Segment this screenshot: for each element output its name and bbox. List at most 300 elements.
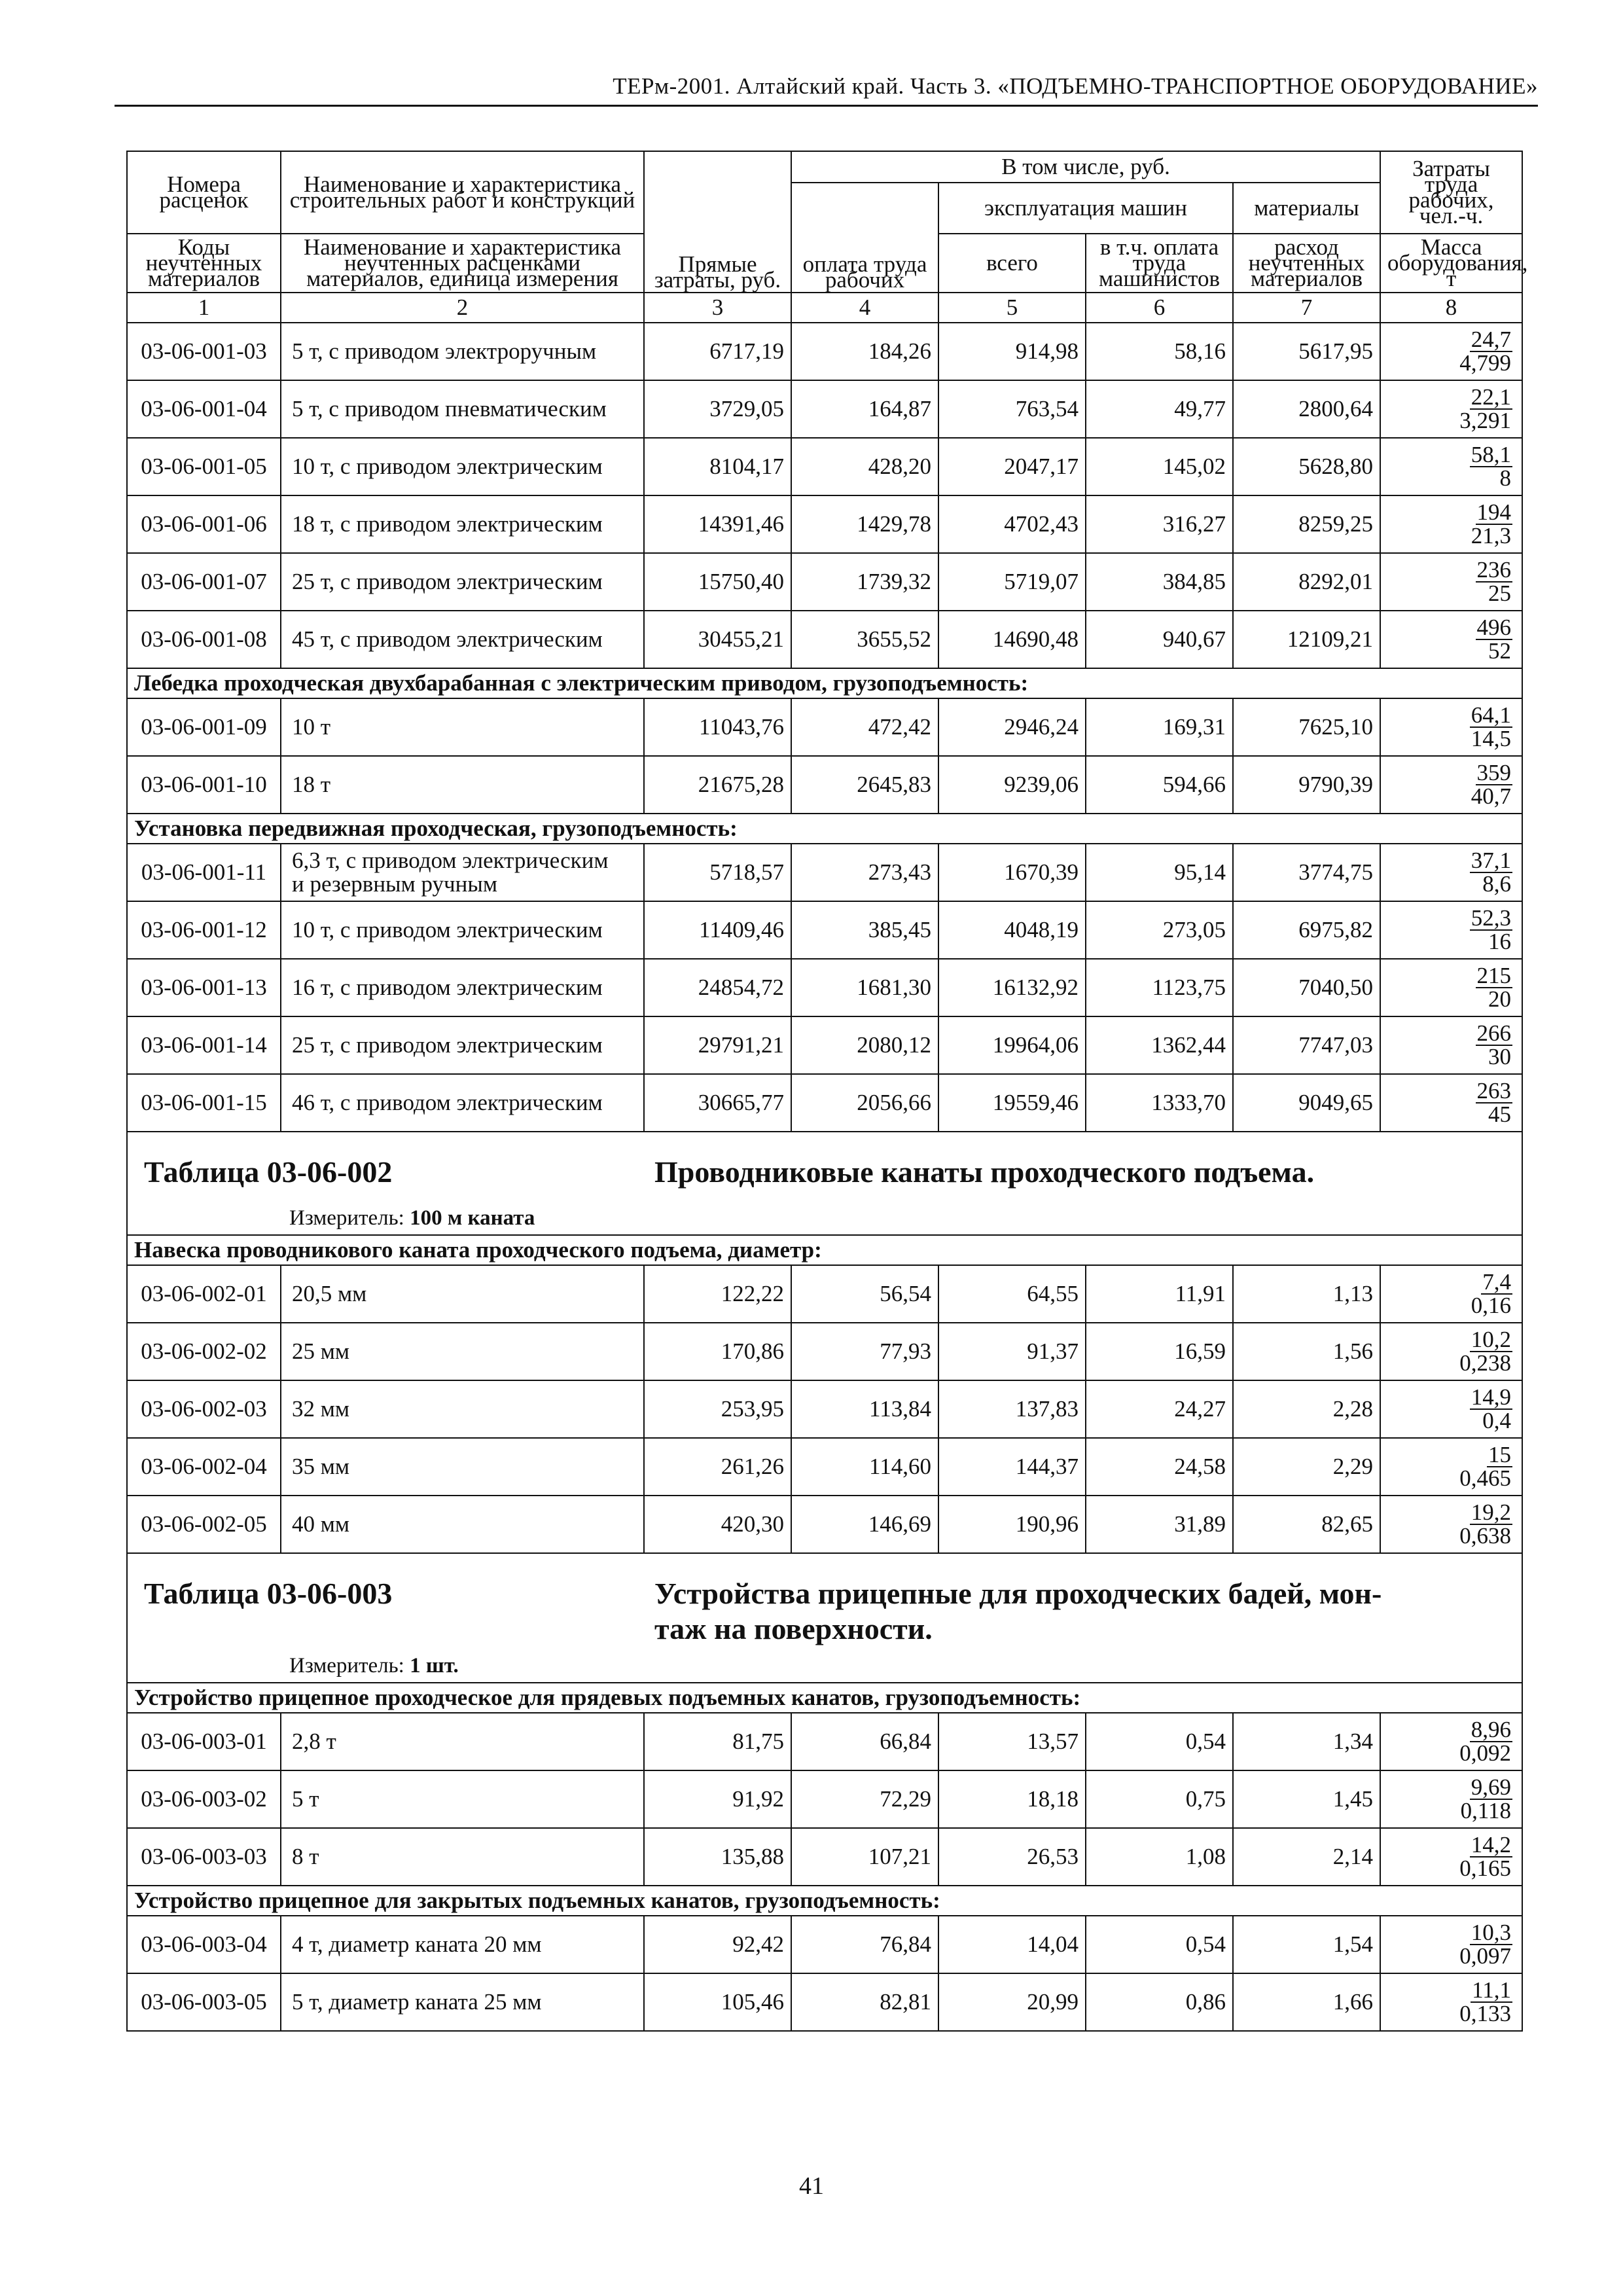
direct-costs: 3729,05 <box>644 380 791 438</box>
rate-name: 2,8 т <box>281 1713 644 1770</box>
materials-cost: 6975,82 <box>1233 901 1380 959</box>
labor-hours: 52,3 <box>1471 905 1512 931</box>
machinist-pay: 0,86 <box>1086 1973 1233 2031</box>
machine-cost: 2047,17 <box>938 438 1086 495</box>
rate-code: 03-06-002-01 <box>127 1265 281 1323</box>
direct-costs: 30665,77 <box>644 1074 791 1132</box>
labor-pay: 72,29 <box>791 1770 938 1828</box>
labor-hours: 14,9 <box>1471 1384 1512 1410</box>
direct-costs: 8104,17 <box>644 438 791 495</box>
labor-pay: 1739,32 <box>791 553 938 611</box>
labor-and-mass <box>1380 844 1522 901</box>
table-title: Таблица 03-06-002 <box>144 1155 393 1189</box>
col-labor-pay: оплата труда рабочих <box>791 183 938 293</box>
machine-cost: 19964,06 <box>938 1016 1086 1074</box>
rate-code: 03-06-003-04 <box>127 1916 281 1973</box>
rate-code: 03-06-001-05 <box>127 438 281 495</box>
measure-label: Измеритель: <box>289 1206 404 1230</box>
page-number: 41 <box>799 2172 824 2200</box>
equipment-mass: 8 <box>1499 465 1512 491</box>
machinist-pay: 1333,70 <box>1086 1074 1233 1132</box>
rate-name: 20,5 мм <box>281 1265 644 1323</box>
table-row <box>127 1828 1522 1886</box>
rate-code: 03-06-001-06 <box>127 495 281 553</box>
labor-and-mass <box>1380 1438 1522 1496</box>
col-including: В том числе, руб. <box>791 151 1380 183</box>
rate-code: 03-06-001-12 <box>127 901 281 959</box>
col-material-codes: Коды неучтенных материалов <box>127 234 281 293</box>
direct-costs: 14391,46 <box>644 495 791 553</box>
labor-and-mass <box>1380 1916 1522 1973</box>
rate-name: 8 т <box>281 1828 644 1886</box>
labor-pay: 107,21 <box>791 1828 938 1886</box>
rate-name: 10 т, с приводом электрическим <box>281 901 644 959</box>
direct-costs: 30455,21 <box>644 611 791 668</box>
machine-cost: 18,18 <box>938 1770 1086 1828</box>
table-title: Таблица 03-06-003 <box>144 1577 393 1610</box>
rate-name: 10 т, с приводом электрическим <box>281 438 644 495</box>
equipment-mass: 30 <box>1488 1044 1512 1069</box>
labor-hours: 19,2 <box>1471 1499 1512 1525</box>
col-total: всего <box>938 234 1086 293</box>
materials-cost: 1,54 <box>1233 1916 1380 1973</box>
rows-block1 <box>127 323 1522 668</box>
materials-cost: 3774,75 <box>1233 844 1380 901</box>
labor-pay: 164,87 <box>791 380 938 438</box>
table-row <box>127 1713 1522 1770</box>
rate-name: 18 т, с приводом электрическим <box>281 495 644 553</box>
col-number: 3 <box>644 293 791 323</box>
labor-pay: 77,93 <box>791 1323 938 1380</box>
materials-cost: 9049,65 <box>1233 1074 1380 1132</box>
rate-code: 03-06-001-15 <box>127 1074 281 1132</box>
direct-costs: 170,86 <box>644 1323 791 1380</box>
rows-block3 <box>127 901 1522 1132</box>
machine-cost: 1670,39 <box>938 844 1086 901</box>
table-row <box>127 495 1522 553</box>
machine-cost: 2946,24 <box>938 698 1086 756</box>
labor-pay: 3655,52 <box>791 611 938 668</box>
equipment-mass: 45 <box>1488 1102 1512 1127</box>
machinist-pay: 1362,44 <box>1086 1016 1233 1074</box>
labor-hours: 10,2 <box>1471 1327 1512 1352</box>
machinist-pay: 0,54 <box>1086 1916 1233 1973</box>
labor-hours: 15 <box>1488 1442 1512 1467</box>
col-number: 6 <box>1086 293 1233 323</box>
rate-code: 03-06-001-08 <box>127 611 281 668</box>
rate-code: 03-06-002-02 <box>127 1323 281 1380</box>
col-materials: материалы <box>1233 183 1380 234</box>
materials-cost: 1,13 <box>1233 1265 1380 1323</box>
table-row <box>127 323 1522 380</box>
table-row <box>127 380 1522 438</box>
machine-cost: 91,37 <box>938 1323 1086 1380</box>
rate-code: 03-06-001-04 <box>127 380 281 438</box>
direct-costs: 11409,46 <box>644 901 791 959</box>
machinist-pay: 24,27 <box>1086 1380 1233 1438</box>
direct-costs: 81,75 <box>644 1713 791 1770</box>
table-description-line: таж на поверхности. <box>654 1612 933 1645</box>
labor-and-mass <box>1380 553 1522 611</box>
direct-costs: 92,42 <box>644 1916 791 1973</box>
machinist-pay: 58,16 <box>1086 323 1233 380</box>
labor-hours: 10,3 <box>1471 1920 1512 1945</box>
materials-cost: 9790,39 <box>1233 756 1380 814</box>
machinist-pay: 316,27 <box>1086 495 1233 553</box>
machine-cost: 4048,19 <box>938 901 1086 959</box>
materials-cost: 12109,21 <box>1233 611 1380 668</box>
machinist-pay: 0,75 <box>1086 1770 1233 1828</box>
machine-cost: 26,53 <box>938 1828 1086 1886</box>
machine-cost: 5719,07 <box>938 553 1086 611</box>
section-heading: Навеска проводникового каната проходческого подъема, диаметр: <box>127 1235 1522 1265</box>
equipment-mass: 0,118 <box>1460 1798 1512 1823</box>
labor-hours: 194 <box>1476 499 1512 525</box>
measure-value: 1 шт. <box>410 1654 459 1677</box>
machine-cost: 14690,48 <box>938 611 1086 668</box>
equipment-mass: 0,638 <box>1459 1523 1512 1549</box>
rate-code: 03-06-001-14 <box>127 1016 281 1074</box>
labor-and-mass <box>1380 1265 1522 1323</box>
equipment-mass: 0,238 <box>1459 1350 1512 1376</box>
equipment-mass: 0,16 <box>1471 1293 1512 1318</box>
labor-hours: 7,4 <box>1482 1269 1512 1295</box>
measure-label: Измеритель: <box>289 1654 404 1677</box>
table-row <box>127 844 1522 901</box>
labor-and-mass <box>1380 756 1522 814</box>
machine-cost: 16132,92 <box>938 959 1086 1016</box>
col-number: 4 <box>791 293 938 323</box>
table-row <box>127 1496 1522 1553</box>
machinist-pay: 145,02 <box>1086 438 1233 495</box>
table-row <box>127 1380 1522 1438</box>
materials-cost: 2,28 <box>1233 1380 1380 1438</box>
rate-name: 10 т <box>281 698 644 756</box>
labor-hours: 11,1 <box>1472 1977 1512 2003</box>
materials-cost: 2,14 <box>1233 1828 1380 1886</box>
table-header <box>127 151 1528 323</box>
rows-block4 <box>127 1265 1522 1553</box>
labor-pay: 472,42 <box>791 698 938 756</box>
labor-and-mass <box>1380 323 1522 380</box>
col-unaccounted-materials: расход неучтенных материалов <box>1233 234 1380 293</box>
labor-and-mass <box>1380 438 1522 495</box>
labor-and-mass <box>1380 698 1522 756</box>
table-row <box>127 553 1522 611</box>
col-equipment-mass: Масса оборудования, т <box>1380 234 1522 293</box>
labor-hours: 64,1 <box>1471 702 1512 728</box>
materials-cost: 7625,10 <box>1233 698 1380 756</box>
machinist-pay: 384,85 <box>1086 553 1233 611</box>
labor-and-mass <box>1380 901 1522 959</box>
rate-code: 03-06-001-03 <box>127 323 281 380</box>
labor-and-mass <box>1380 1323 1522 1380</box>
direct-costs: 135,88 <box>644 1828 791 1886</box>
machine-cost: 19559,46 <box>938 1074 1086 1132</box>
table-row <box>127 1265 1522 1323</box>
rate-name: 25 мм <box>281 1323 644 1380</box>
col-number: 8 <box>1380 293 1522 323</box>
machine-cost: 13,57 <box>938 1713 1086 1770</box>
direct-costs: 261,26 <box>644 1438 791 1496</box>
rate-code: 03-06-001-13 <box>127 959 281 1016</box>
rate-code: 03-06-003-05 <box>127 1973 281 2031</box>
table-description-line: Устройства прицепные для проходческих бадей, мон- <box>654 1577 1382 1610</box>
machine-cost: 763,54 <box>938 380 1086 438</box>
equipment-mass: 0,165 <box>1459 1856 1512 1881</box>
equipment-mass: 0,092 <box>1459 1740 1512 1766</box>
table-row <box>127 1770 1522 1828</box>
col-number: 7 <box>1233 293 1380 323</box>
materials-cost: 82,65 <box>1233 1496 1380 1553</box>
labor-and-mass <box>1380 1074 1522 1132</box>
equipment-mass: 0,465 <box>1459 1465 1512 1491</box>
section-heading: Устройство прицепное проходческое для прядевых подъемных канатов, грузоподъемность: <box>127 1683 1522 1713</box>
table-row <box>127 1323 1522 1380</box>
labor-pay: 82,81 <box>791 1973 938 2031</box>
labor-hours: 8,96 <box>1471 1717 1512 1742</box>
labor-pay: 146,69 <box>791 1496 938 1553</box>
labor-pay: 113,84 <box>791 1380 938 1438</box>
col-machinist-pay: в т.ч. оплата труда машинистов <box>1086 234 1233 293</box>
machinist-pay: 16,59 <box>1086 1323 1233 1380</box>
rows-block6 <box>127 1916 1522 2031</box>
equipment-mass: 20 <box>1488 986 1512 1012</box>
machinist-pay: 95,14 <box>1086 844 1233 901</box>
materials-cost: 1,34 <box>1233 1713 1380 1770</box>
labor-pay: 2056,66 <box>791 1074 938 1132</box>
labor-and-mass <box>1380 1828 1522 1886</box>
table-row <box>127 1438 1522 1496</box>
table-description: Проводниковые канаты проходческого подъема. <box>654 1155 1315 1189</box>
direct-costs: 5718,57 <box>644 844 791 901</box>
materials-cost: 7747,03 <box>1233 1016 1380 1074</box>
materials-cost: 5617,95 <box>1233 323 1380 380</box>
col-number: 2 <box>281 293 644 323</box>
rate-code: 03-06-002-05 <box>127 1496 281 1553</box>
machine-cost: 4702,43 <box>938 495 1086 553</box>
rate-code: 03-06-003-03 <box>127 1828 281 1886</box>
labor-and-mass <box>1380 380 1522 438</box>
table-description <box>654 1576 1459 1647</box>
rate-name: 5 т <box>281 1770 644 1828</box>
rate-name: 40 мм <box>281 1496 644 1553</box>
table-row <box>127 438 1522 495</box>
rate-name: 18 т <box>281 756 644 814</box>
equipment-mass: 0,097 <box>1459 1943 1512 1969</box>
equipment-mass: 3,291 <box>1459 408 1512 433</box>
machinist-pay: 1,08 <box>1086 1828 1233 1886</box>
equipment-mass: 25 <box>1488 581 1512 606</box>
labor-and-mass <box>1380 1496 1522 1553</box>
table-row <box>127 1973 1522 2031</box>
machine-cost: 144,37 <box>938 1438 1086 1496</box>
materials-cost: 1,66 <box>1233 1973 1380 2031</box>
materials-cost: 1,56 <box>1233 1323 1380 1380</box>
machinist-pay: 49,77 <box>1086 380 1233 438</box>
table-row <box>127 1916 1522 1973</box>
rate-name: 25 т, с приводом электрическим <box>281 553 644 611</box>
labor-hours: 215 <box>1476 963 1512 988</box>
direct-costs: 11043,76 <box>644 698 791 756</box>
equipment-mass: 0,4 <box>1482 1408 1512 1433</box>
table-measure <box>289 1206 535 1230</box>
labor-hours: 359 <box>1476 760 1512 785</box>
rate-name: 5 т, с приводом пневматическим <box>281 380 644 438</box>
machine-cost: 137,83 <box>938 1380 1086 1438</box>
rate-name: 25 т, с приводом электрическим <box>281 1016 644 1074</box>
labor-pay: 2645,83 <box>791 756 938 814</box>
equipment-mass: 4,799 <box>1459 350 1512 376</box>
direct-costs: 105,46 <box>644 1973 791 2031</box>
machinist-pay: 31,89 <box>1086 1496 1233 1553</box>
rate-name: 5 т, диаметр каната 25 мм <box>281 1973 644 2031</box>
equipment-mass: 16 <box>1488 929 1512 954</box>
col-number: 5 <box>938 293 1086 323</box>
col-material-names: Наименование и характеристика неучтенных расценками материалов, единица измерения <box>281 234 644 293</box>
labor-pay: 56,54 <box>791 1265 938 1323</box>
rate-name: 45 т, с приводом электрическим <box>281 611 644 668</box>
col-direct-costs: Прямые затраты, руб. <box>644 151 791 293</box>
labor-hours: 22,1 <box>1471 384 1512 410</box>
table-row <box>127 1016 1522 1074</box>
labor-hours: 9,69 <box>1471 1774 1512 1800</box>
table-row <box>127 901 1522 959</box>
direct-costs: 6717,19 <box>644 323 791 380</box>
direct-costs: 420,30 <box>644 1496 791 1553</box>
labor-hours: 24,7 <box>1471 327 1512 352</box>
labor-and-mass <box>1380 1380 1522 1438</box>
rates-table <box>126 151 1528 2032</box>
equipment-mass: 52 <box>1488 638 1512 664</box>
direct-costs: 15750,40 <box>644 553 791 611</box>
measure-value: 100 м каната <box>410 1206 535 1230</box>
rate-name: 16 т, с приводом электрическим <box>281 959 644 1016</box>
section-heading: Лебедка проходческая двухбарабанная с электрическим приводом, грузоподъемность: <box>127 668 1522 698</box>
labor-pay: 1681,30 <box>791 959 938 1016</box>
col-rate-numbers: Номера расценок <box>127 151 281 234</box>
rows-block5 <box>127 1713 1522 1886</box>
machinist-pay: 169,31 <box>1086 698 1233 756</box>
labor-pay: 184,26 <box>791 323 938 380</box>
machinist-pay: 11,91 <box>1086 1265 1233 1323</box>
direct-costs: 122,22 <box>644 1265 791 1323</box>
labor-hours: 496 <box>1476 615 1512 640</box>
labor-pay: 2080,12 <box>791 1016 938 1074</box>
equipment-mass: 21,3 <box>1471 523 1512 548</box>
rate-name: 46 т, с приводом электрическим <box>281 1074 644 1132</box>
materials-cost: 5628,80 <box>1233 438 1380 495</box>
rate-name-line: 6,3 т, с приводом электрическим <box>292 848 609 873</box>
machine-cost: 20,99 <box>938 1973 1086 2031</box>
direct-costs: 24854,72 <box>644 959 791 1016</box>
equipment-mass: 40,7 <box>1471 783 1512 809</box>
materials-cost: 1,45 <box>1233 1770 1380 1828</box>
materials-cost: 7040,50 <box>1233 959 1380 1016</box>
labor-pay: 428,20 <box>791 438 938 495</box>
table-row <box>127 1074 1522 1132</box>
rate-code: 03-06-001-09 <box>127 698 281 756</box>
rate-name <box>281 844 644 901</box>
materials-cost: 8259,25 <box>1233 495 1380 553</box>
rate-code: 03-06-001-10 <box>127 756 281 814</box>
section-heading: Установка передвижная проходческая, грузоподъемность: <box>127 814 1522 844</box>
table-002-heading <box>127 1132 1522 1235</box>
machinist-pay: 1123,75 <box>1086 959 1233 1016</box>
col-work-name: Наименование и характеристика строительных работ и конструкций <box>281 151 644 234</box>
labor-and-mass <box>1380 495 1522 553</box>
labor-and-mass <box>1380 611 1522 668</box>
labor-hours: 263 <box>1476 1078 1512 1103</box>
labor-hours: 266 <box>1476 1020 1512 1046</box>
labor-hours: 37,1 <box>1471 848 1512 873</box>
labor-and-mass <box>1380 959 1522 1016</box>
labor-pay: 114,60 <box>791 1438 938 1496</box>
machinist-pay: 273,05 <box>1086 901 1233 959</box>
rate-code: 03-06-003-01 <box>127 1713 281 1770</box>
machine-cost: 64,55 <box>938 1265 1086 1323</box>
machine-cost: 14,04 <box>938 1916 1086 1973</box>
table-row <box>127 959 1522 1016</box>
machinist-pay: 0,54 <box>1086 1713 1233 1770</box>
machine-cost: 190,96 <box>938 1496 1086 1553</box>
labor-pay: 76,84 <box>791 1916 938 1973</box>
table-row <box>127 698 1522 756</box>
labor-hours: 14,2 <box>1471 1832 1512 1857</box>
machine-cost: 9239,06 <box>938 756 1086 814</box>
labor-pay: 66,84 <box>791 1713 938 1770</box>
labor-hours: 58,1 <box>1471 442 1512 467</box>
labor-pay: 1429,78 <box>791 495 938 553</box>
machinist-pay: 24,58 <box>1086 1438 1233 1496</box>
col-number: 1 <box>127 293 281 323</box>
rate-code: 03-06-001-07 <box>127 553 281 611</box>
direct-costs: 91,92 <box>644 1770 791 1828</box>
col-labor-costs: Затраты труда рабочих, чел.-ч. <box>1380 151 1522 234</box>
equipment-mass: 0,133 <box>1459 2001 1512 2026</box>
equipment-mass: 8,6 <box>1482 871 1512 897</box>
rate-code: 03-06-003-02 <box>127 1770 281 1828</box>
materials-cost: 2,29 <box>1233 1438 1380 1496</box>
direct-costs: 29791,21 <box>644 1016 791 1074</box>
rate-name-line: и резервным ручным <box>292 871 498 897</box>
rate-code: 03-06-002-03 <box>127 1380 281 1438</box>
machinist-pay: 594,66 <box>1086 756 1233 814</box>
rate-name: 4 т, диаметр каната 20 мм <box>281 1916 644 1973</box>
col-machine-operation: эксплуатация машин <box>938 183 1233 234</box>
table-measure <box>289 1654 459 1678</box>
equipment-mass: 14,5 <box>1471 726 1512 751</box>
labor-and-mass <box>1380 1713 1522 1770</box>
machinist-pay: 940,67 <box>1086 611 1233 668</box>
direct-costs: 21675,28 <box>644 756 791 814</box>
direct-costs: 253,95 <box>644 1380 791 1438</box>
rate-name: 35 мм <box>281 1438 644 1496</box>
labor-pay: 385,45 <box>791 901 938 959</box>
table-row <box>127 756 1522 814</box>
labor-and-mass <box>1380 1973 1522 2031</box>
materials-cost: 2800,64 <box>1233 380 1380 438</box>
labor-and-mass <box>1380 1016 1522 1074</box>
page-header: ТЕРм-2001. Алтайский край. Часть 3. «ПОДЪЕМНО-ТРАНСПОРТНОЕ ОБОРУДОВАНИЕ» <box>115 73 1538 107</box>
rows-block2 <box>127 698 1522 814</box>
table-003-heading <box>127 1553 1522 1683</box>
materials-cost: 8292,01 <box>1233 553 1380 611</box>
section-heading: Устройство прицепное для закрытых подъемных канатов, грузоподъемность: <box>127 1886 1522 1916</box>
rate-name: 5 т, с приводом электроручным <box>281 323 644 380</box>
labor-and-mass <box>1380 1770 1522 1828</box>
rate-name: 32 мм <box>281 1380 644 1438</box>
